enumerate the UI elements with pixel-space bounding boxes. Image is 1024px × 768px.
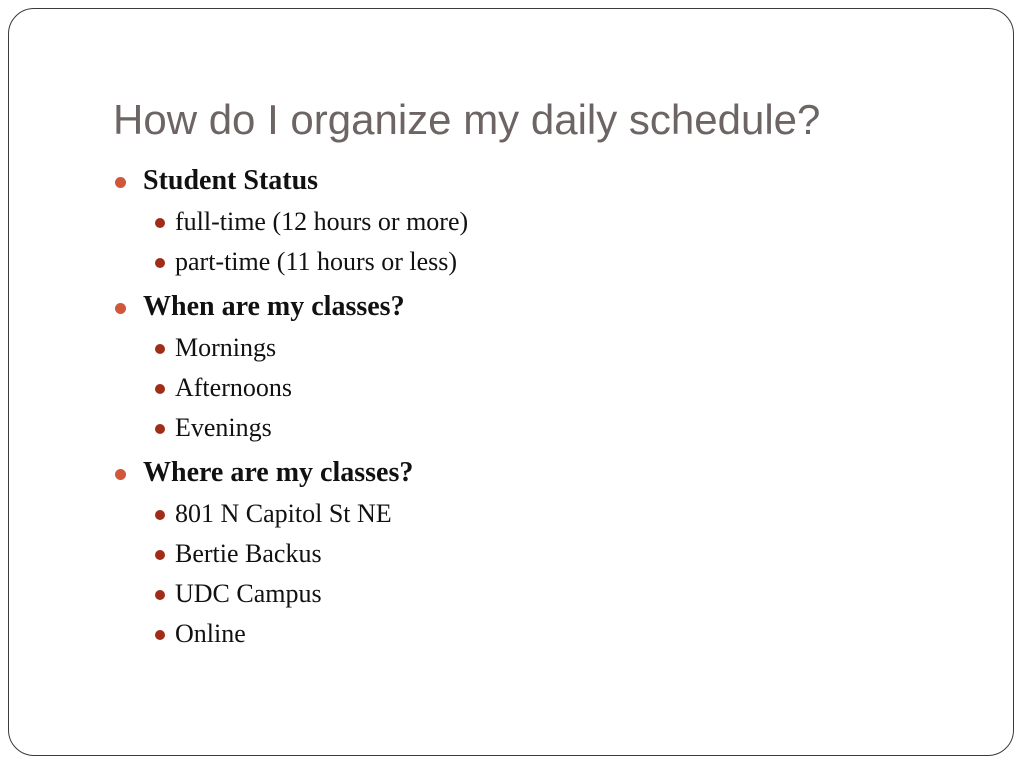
sub-bullet-text: UDC Campus: [175, 579, 322, 608]
sub-bullet-dot-icon: [155, 510, 165, 520]
sub-bullet-item: [0, 574, 1000, 614]
sub-bullet-dot-icon: [155, 550, 165, 560]
sub-bullet-list: [0, 328, 1000, 448]
bullet-dot-icon: [115, 303, 126, 314]
sub-bullet-dot-icon: [155, 218, 165, 228]
bullet-dot-icon: [115, 177, 126, 188]
section-student-status: [0, 160, 1000, 282]
sub-bullet-item: [0, 368, 1000, 408]
bullet-heading: [0, 160, 1000, 202]
bullet-dot-icon: [115, 469, 126, 480]
bullet-list: [0, 160, 1000, 658]
sub-bullet-item: [0, 242, 1000, 282]
sub-bullet-item: [0, 494, 1000, 534]
sub-bullet-list: [0, 202, 1000, 282]
sub-bullet-item: [0, 408, 1000, 448]
sub-bullet-dot-icon: [155, 590, 165, 600]
sub-bullet-item: [0, 614, 1000, 654]
sub-bullet-text: Online: [175, 619, 246, 648]
sub-bullet-text: Afternoons: [175, 373, 292, 402]
sub-bullet-dot-icon: [155, 344, 165, 354]
sub-bullet-text: 801 N Capitol St NE: [175, 499, 392, 528]
sub-bullet-text: part-time (11 hours or less): [175, 247, 458, 276]
sub-bullet-item: [0, 202, 1000, 242]
section-class-locations: [0, 452, 1000, 654]
sub-bullet-text: Bertie Backus: [175, 539, 322, 568]
sub-bullet-text: Mornings: [175, 333, 277, 362]
heading-text: Where are my classes?: [143, 457, 414, 488]
bullet-heading: [0, 452, 1000, 494]
heading-text: Student Status: [143, 165, 319, 196]
heading-text: When are my classes?: [143, 291, 405, 322]
sub-bullet-text: full-time (12 hours or more): [175, 207, 469, 236]
sub-bullet-dot-icon: [155, 424, 165, 434]
sub-bullet-item: [0, 534, 1000, 574]
section-class-times: [0, 286, 1000, 448]
sub-bullet-list: [0, 494, 1000, 654]
sub-bullet-dot-icon: [155, 384, 165, 394]
bullet-heading: [0, 286, 1000, 328]
sub-bullet-dot-icon: [155, 630, 165, 640]
sub-bullet-text: Evenings: [175, 413, 272, 442]
sub-bullet-item: [0, 328, 1000, 368]
sub-bullet-dot-icon: [155, 258, 165, 268]
slide-title: How do I organize my daily schedule?: [113, 96, 821, 143]
